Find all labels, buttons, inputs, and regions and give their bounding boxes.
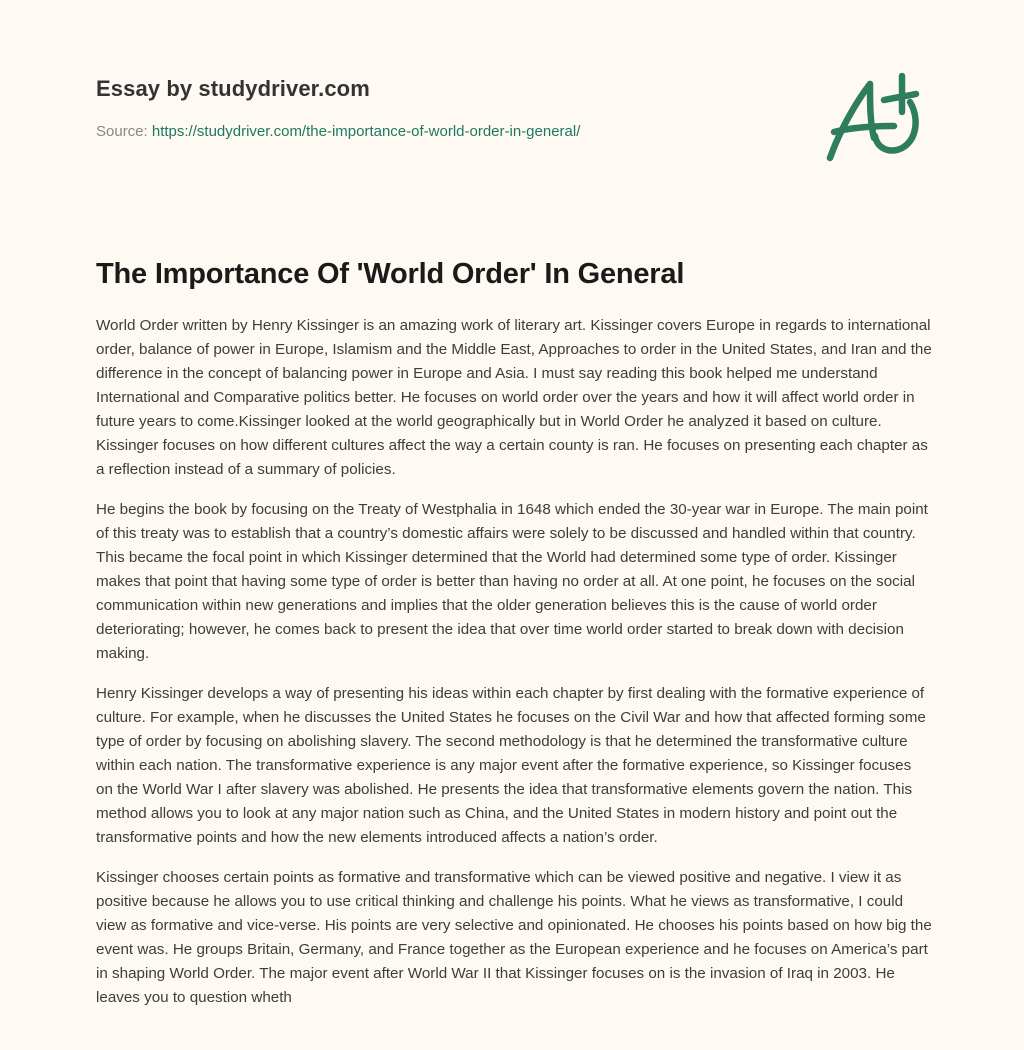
source-label: Source:	[96, 123, 152, 140]
essay-header	[96, 74, 796, 142]
article-paragraph: Kissinger chooses certain points as formative and transformative which can be viewed positive and negative. I view it as positive because he allows you to use critical thinking and challenge his points. What he views as transformative, I could view as formative and vice-verse. His points are very selective and opinionated. He chooses his points based on how big the event was. He groups Britain, Germany, and France together as the European experience and he focuses on America’s part in shaping World Order. The major event after World War II that Kissinger focuses on is the invasion of Iraq in 2003. He leaves you to question wheth	[96, 869, 932, 1006]
article-paragraph: Henry Kissinger develops a way of presenting his ideas within each chapter by first dealing with the formative experience of culture. For example, when he discusses the United States he focuses on the Civil War and how that affected forming some type of order by focusing on abolishing slavery. The second methodology is that he determined the transformative culture within each nation. The transformative experience is any major event after the formative experience, so Kissinger focuses on the World War I after slavery was abolished. He presents the idea that transformative elements govern the nation. This method allows you to look at any major nation such as China, and the United States in modern history and point out the transformative points and how the new elements introduced affects a nation’s order.	[96, 685, 926, 846]
article-paragraph: World Order written by Henry Kissinger is an amazing work of literary art. Kissinger covers Europe in regards to international order, balance of power in Europe, Islamism and the Middle East, Approaches to order in the United States, and Iran and the difference in the concept of balancing power in Europe and Asia. I must say reading this book helped me understand International and Comparative politics better. He focuses on world order over the years and how it will affect world order in future years to come.Kissinger looked at the world geographically but in World Order he analyzed it based on culture. Kissinger focuses on how different cultures affect the way a certain county is ran. He focuses on presenting each chapter as a reflection instead of a summary of policies.	[96, 317, 932, 478]
a-plus-grade-icon	[818, 68, 930, 164]
source-link[interactable]: https://studydriver.com/the-importance-of-world-order-in-general/	[151, 123, 581, 140]
article-title: The Importance Of 'World Order' In General	[96, 258, 685, 290]
site-title: Essay by studydriver.com	[96, 76, 370, 101]
source-line	[96, 122, 796, 142]
article-body	[96, 314, 932, 1026]
article-paragraph: He begins the book by focusing on the Treaty of Westphalia in 1648 which ended the 30-year war in Europe. The main point of this treaty was to establish that a country’s domestic affairs were solely to be discussed and handled within that country. This became the focal point in which Kissinger determined that the World had determined some type of order. Kissinger makes that point that having some type of order is better than having no order at all. At one point, he focuses on the social communication within new generations and implies that the older generation believes this is the cause of world order deteriorating; however, he comes back to present the idea that over time world order started to break down with decision making.	[96, 501, 928, 662]
